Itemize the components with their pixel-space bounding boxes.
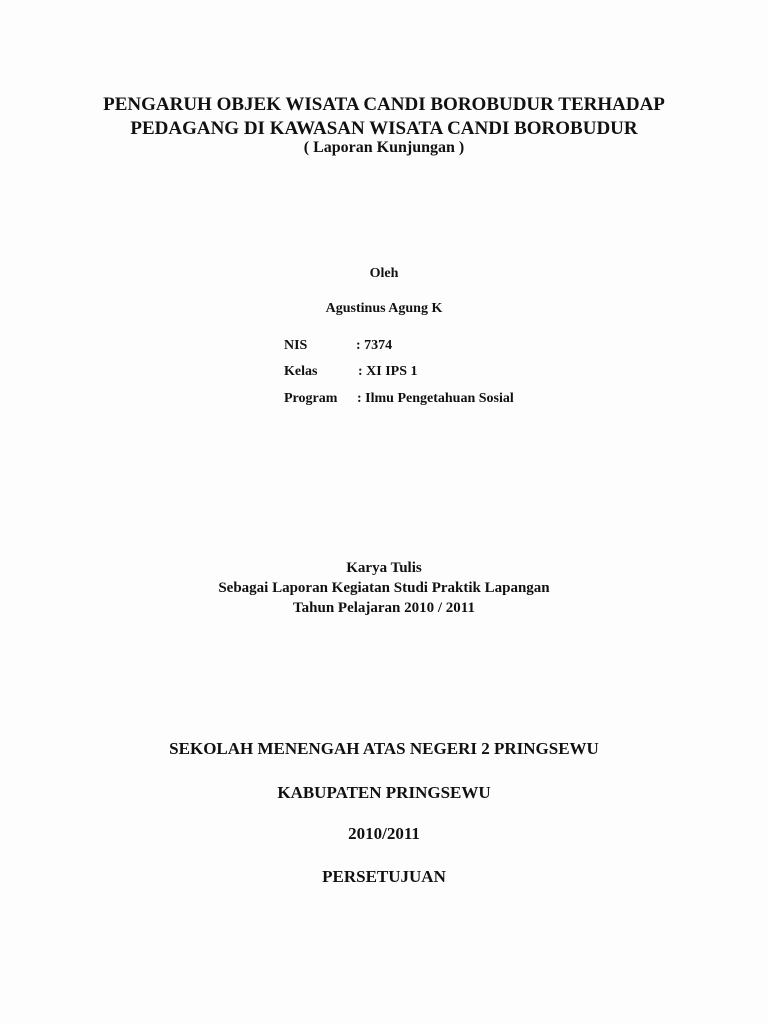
- info-label-nis: NIS: [284, 338, 308, 353]
- school-name: SEKOLAH MENENGAH ATAS NEGERI 2 PRINGSEWU: [169, 739, 599, 758]
- info-label-kelas: Kelas: [284, 364, 318, 379]
- section-heading: PERSETUJUAN: [322, 867, 446, 886]
- info-value-nis: : 7374: [356, 338, 393, 353]
- report-subtitle: ( Laporan Kunjungan ): [303, 139, 465, 156]
- author-name: Agustinus Agung K: [325, 301, 443, 316]
- info-value-kelas: : XI IPS 1: [358, 364, 418, 379]
- info-label-program: Program: [284, 391, 338, 406]
- info-value-program: : Ilmu Pengetahuan Sosial: [357, 391, 514, 406]
- purpose-line-2: Sebagai Laporan Kegiatan Studi Praktik Lapangan: [218, 580, 550, 596]
- purpose-line-3: Tahun Pelajaran 2010 / 2011: [293, 600, 475, 616]
- title-line-1: PENGARUH OBJEK WISATA CANDI BOROBUDUR TERHADAP: [103, 94, 665, 115]
- title-line-2: PEDAGANG DI KAWASAN WISATA CANDI BOROBUDUR: [130, 118, 638, 139]
- regency-name: KABUPATEN PRINGSEWU: [277, 783, 491, 802]
- academic-year: 2010/2011: [348, 824, 420, 843]
- by-label: Oleh: [369, 266, 399, 281]
- purpose-line-1: Karya Tulis: [346, 560, 422, 576]
